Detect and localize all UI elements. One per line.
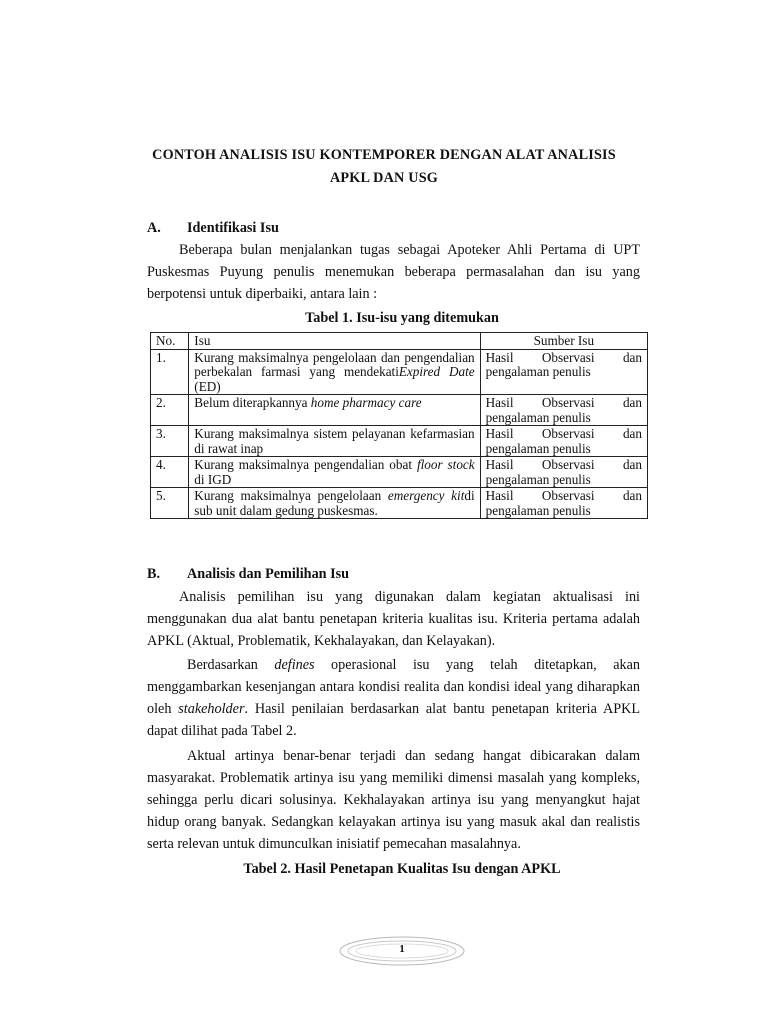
issue-text: Kurang maksimalnya pengendalian obat: [194, 457, 417, 472]
header-no: No.: [151, 333, 189, 350]
section-b-paragraph-3: Aktual artinya benar-benar terjadi dan sedang hangat dibicarakan dalam masyarakat. Problematik artinya isu yang memiliki dimensi masalah yang kompleks, sehingga perlu dicari solusinya. Kekhalayakan artinya isu yang menyangkut hajat hidup orang banyak. Sedangkan kelayakan artinya isu yang masuk akal dan realistis serta relevan untuk dimunculkan inisiatif pemecahan masalahnya.: [147, 748, 640, 852]
table-row: [151, 488, 648, 519]
issue-italic-text: floor stock: [416, 457, 475, 472]
row-issue: [189, 395, 480, 426]
issue-italic-text: home pharmacy care: [310, 395, 422, 410]
section-b-heading: [147, 566, 349, 583]
issue-text-end: di sub unit dalam gedung puskesmas.: [194, 488, 475, 518]
source-word: Observasi: [541, 349, 595, 365]
document-title-line-1: CONTOH ANALISIS ISU KONTEMPORER DENGAN ALAT ANALISIS: [152, 147, 616, 163]
issues-table: [150, 332, 648, 519]
table-row: [151, 457, 648, 488]
row-issue: [189, 349, 480, 395]
table-2-caption: Tabel 2. Hasil Penetapan Kualitas Isu dengan APKL: [243, 861, 561, 877]
section-b-title: Analisis dan Pemilihan Isu: [187, 566, 350, 582]
header-sumber-isu: Sumber Isu: [480, 333, 647, 350]
issue-text-end: (ED): [194, 378, 221, 394]
row-source: [480, 395, 647, 426]
row-source: [480, 488, 647, 519]
source-line-2: pengalaman penulis: [485, 471, 591, 487]
source-word: Hasil: [485, 395, 514, 410]
row-number: 5.: [151, 488, 189, 519]
source-word: dan: [622, 426, 642, 441]
row-source: [480, 349, 647, 395]
table-row: [151, 395, 648, 426]
section-a-intro: Beberapa bulan menjalankan tugas sebagai Apoteker Ahli Pertama di UPT Puskesmas Puyung penulis menemukan beberapa permasalahan dan isu yang berpotensi untuk diperbaiki, antara lain :: [147, 242, 640, 302]
table-1-caption: Tabel 1. Isu-isu yang ditemukan: [305, 310, 499, 326]
row-number: 2.: [151, 395, 189, 426]
section-a-title: Identifikasi Isu: [187, 220, 279, 236]
section-a-heading: [147, 220, 279, 237]
source-line-2: pengalaman penulis: [485, 409, 591, 425]
source-word: dan: [622, 457, 642, 472]
issue-text: Belum diterapkannya: [194, 395, 311, 410]
source-line-2: pengalaman penulis: [485, 440, 591, 456]
issue-italic-text: emergency kit: [387, 488, 465, 503]
row-issue: [189, 488, 480, 519]
row-issue: [189, 457, 480, 488]
issue-text: Kurang maksimalnya sistem pelayanan kefarmasian di rawat inap: [194, 426, 475, 456]
row-number: 3.: [151, 426, 189, 457]
source-word: dan: [622, 395, 642, 410]
source-word: Hasil: [485, 488, 514, 503]
section-a-letter: A.: [147, 220, 161, 236]
row-issue: [189, 426, 480, 457]
source-line-2: pengalaman penulis: [485, 364, 591, 379]
source-word: Hasil: [485, 349, 514, 365]
issue-text-end: di IGD: [194, 471, 232, 487]
source-word: Hasil: [485, 457, 514, 472]
source-line-2: pengalaman penulis: [485, 502, 591, 518]
paragraph-text: Berdasarkan: [187, 657, 275, 673]
paragraph-italic-text: defines: [274, 657, 315, 673]
issue-italic-text: Expired Date: [398, 364, 475, 379]
source-word: Hasil: [485, 426, 514, 441]
table-header-row: [151, 333, 648, 350]
paragraph-text: . Hasil penilaian berdasarkan alat bantu penetapan kriteria APKL dapat dilihat pada Tabel 2.: [147, 701, 640, 739]
source-word: dan: [622, 488, 642, 503]
section-b-paragraph-2: [147, 654, 640, 742]
source-word: Observasi: [541, 488, 595, 503]
table-row: [151, 426, 648, 457]
source-word: Observasi: [541, 395, 595, 410]
row-number: 4.: [151, 457, 189, 488]
section-b-letter: B.: [147, 566, 161, 582]
document-title-line-2: APKL DAN USG: [329, 170, 439, 186]
issue-text: Kurang maksimalnya pengelolaan: [194, 488, 388, 503]
row-source: [480, 426, 647, 457]
section-b-paragraph-1: Analisis pemilihan isu yang digunakan dalam kegiatan aktualisasi ini menggunakan dua alat bantu penetapan kriteria kualitas isu. Kriteria pertama adalah APKL (Aktual, Problematik, Kekhalayakan, dan Kelayakan).: [147, 589, 640, 649]
header-isu: Isu: [189, 333, 480, 350]
row-number: 1.: [151, 349, 189, 395]
page-number: 1: [399, 943, 405, 955]
paragraph-text: operasional isu yang telah ditetapkan, akan menggambarkan kesenjangan antara kondisi realita dan kondisi ideal yang diharapkan oleh: [147, 657, 640, 717]
row-source: [480, 457, 647, 488]
table-row: [151, 349, 648, 395]
source-word: dan: [622, 349, 642, 365]
paragraph-italic-text: stakeholder: [178, 701, 245, 717]
source-word: Observasi: [541, 457, 595, 472]
issue-text: Kurang maksimalnya pengelolaan dan pengendalian perbekalan farmasi yang mendekati: [194, 349, 475, 379]
source-word: Observasi: [541, 426, 595, 441]
